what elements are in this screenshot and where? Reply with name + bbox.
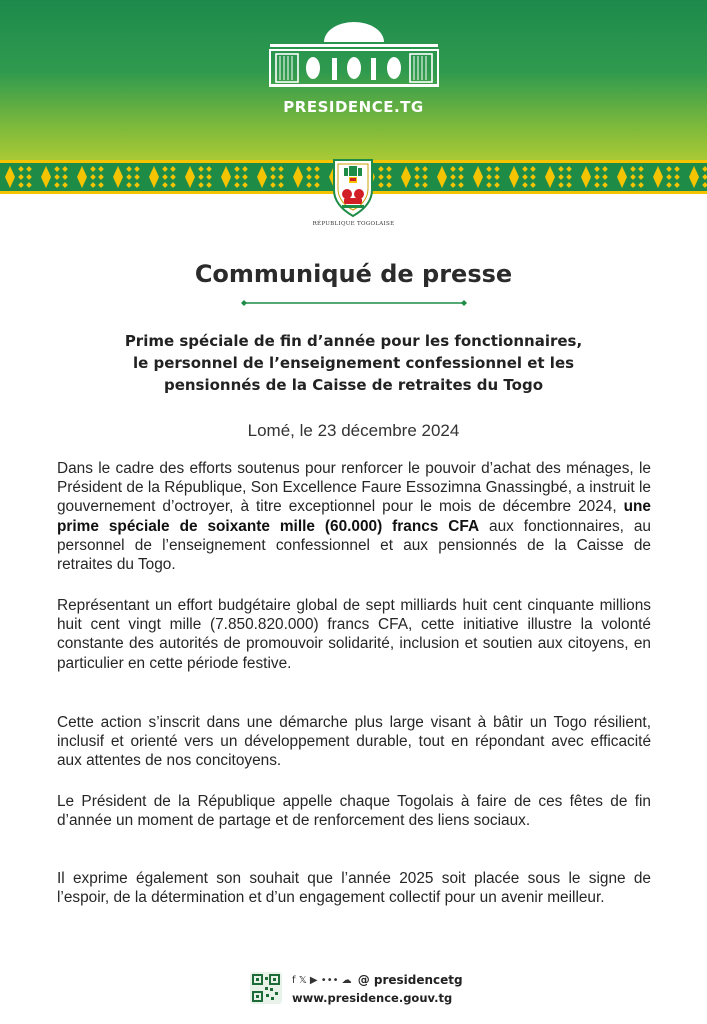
social-media-row	[292, 973, 463, 987]
paragraph-text: Dans le cadre des efforts soutenus pour renforcer le pouvoir d’achat des ménages, le Président de la République, Son Excellence Faure Essozimna Gnassingbé, a instruit le gouvernement d’octroyer, à titre exceptionnel pour le mois de décembre 2024,	[57, 460, 651, 516]
date-line: Lomé, le 23 décembre 2024	[247, 421, 460, 440]
paragraph-text: aux fonctionnaires, au personnel de l’enseignement confessionnel et aux pensionnés de la Caisse de retraites du Togo.	[57, 517, 651, 574]
social-icons[interactable]: f 𝕏 ▶ ••• ☁	[292, 974, 352, 986]
paragraph-bold-text: une prime spéciale de soixante mille (60.000) francs CFA	[57, 498, 651, 535]
subtitle-line: le personnel de l’enseignement confessionnel et les	[132, 354, 575, 372]
subtitle-line: pensionnés de la Caisse de retraites du Togo	[163, 376, 544, 394]
paragraph-2: Représentant un effort budgétaire global de sept milliards huit cent cinquante millions huit cent vingt mille (7.850.820.000) francs CFA, cette initiative illustre la volonté constante des autorités de promouvoir solidarité, inclusion et soutien aux citoyens, en particulier en cette période festive.	[57, 597, 651, 672]
paragraph-3: Cette action s’inscrit dans une démarche plus large visant à bâtir un Togo résilient, inclusif et orienté vers un développement durable, tout en répondant avec efficacité aux attentes de nos concitoyens.	[57, 714, 651, 770]
website-link[interactable]: www.presidence.gouv.tg	[292, 991, 453, 1005]
page-title: Communiqué de presse	[194, 260, 513, 288]
subtitle-line: Prime spéciale de fin d’année pour les fonctionnaires,	[124, 332, 583, 350]
site-name: PRESIDENCE.TG	[283, 98, 424, 116]
press-release-subtitle	[60, 330, 647, 396]
social-handle[interactable]: @ presidencetg	[357, 973, 463, 987]
header-banner	[0, 0, 707, 160]
qr-code-icon	[250, 972, 282, 1004]
paragraph-1	[57, 459, 651, 574]
togo-coat-of-arms-icon	[330, 156, 376, 218]
title-divider	[238, 298, 470, 308]
emblem-caption: RÉPUBLIQUE TOGOLAISE	[312, 221, 395, 227]
paragraph-4: Le Président de la République appelle chaque Togolais à faire de ces fêtes de fin d’année un moment de partage et de renforcement des liens sociaux.	[57, 793, 651, 830]
presidential-palace-logo	[268, 20, 440, 90]
paragraph-5: Il exprime également son souhait que l’année 2025 soit placée sous le signe de l’espoir, de la détermination et d’un engagement collectif pour un avenir meilleur.	[57, 870, 651, 907]
